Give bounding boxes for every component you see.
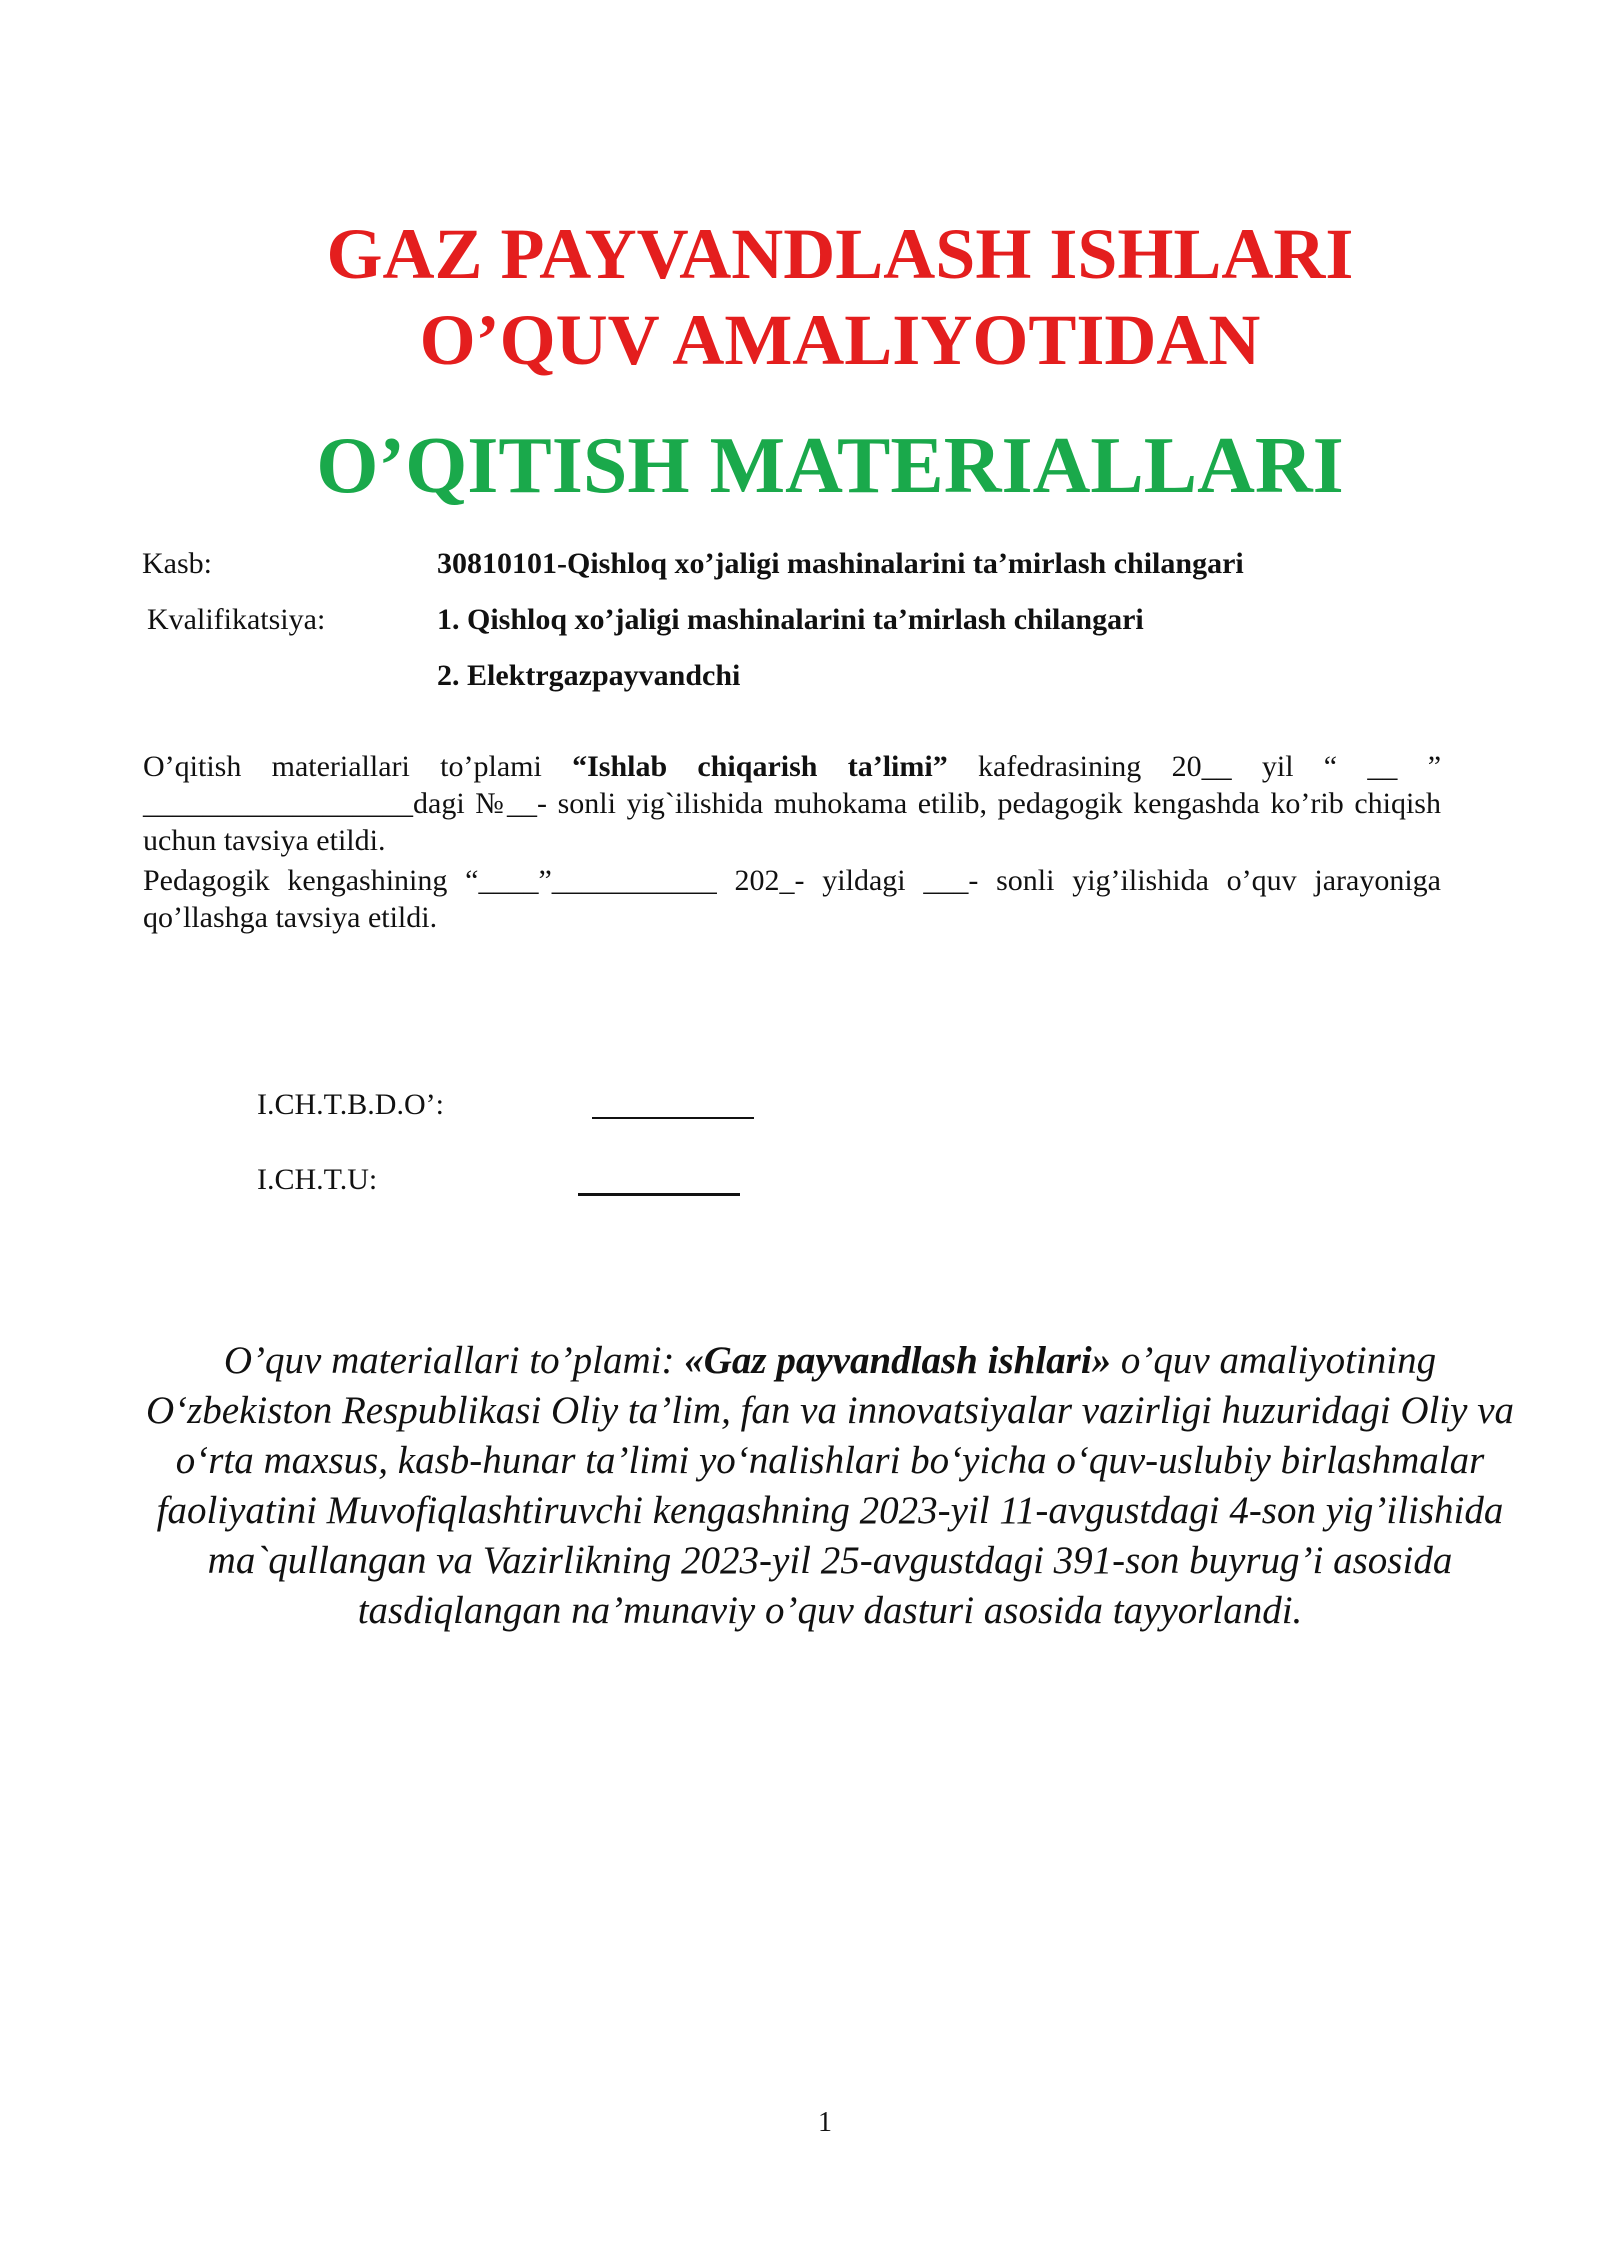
signature-label-2: I.CH.T.U: (257, 1163, 378, 1196)
signature-line-1 (592, 1117, 754, 1119)
kvalifikatsiya-value-2: 2. Elektrgazpayvandchi (437, 659, 741, 692)
document-subtitle: O’QITISH MATERIALLARI (316, 422, 1344, 510)
approval-paragraph-council: Pedagogik kengashining “____”___________ 202_- yildagi ___- sonli yig’ilishida o’quv jarayoniga qo’llashga tavsiya etildi. (143, 864, 1441, 934)
course-name: «Gaz payvandlash ishlari» (684, 1339, 1112, 1382)
title-line-1: GAZ PAYVANDLASH ISHLARI (326, 214, 1354, 294)
signature-line-2 (578, 1193, 740, 1196)
summary-text-end: o’quv amaliyotining O‘zbekiston Respublikasi Oliy ta’lim, fan va innovatsiyalar vazirligi huzuridagi Oliy va o‘rta maxsus, kasb-hunar ta’limi yo‘nalishlari bo‘yicha o‘quv-uslubiy birlashmalar faoliyatini Muvofiqlashtiruvchi kengashning 2023-yil 11-avgustdagi 4-son yig’ilishida ma`qullangan va Vazirlikning 2023-yil 25-avgustdagi 391-son buyrug’i asosida tasdiqlangan na’munaviy o’quv dasturi asosida tayyorlandi. (145, 1339, 1515, 1632)
title-line-2: O’QUV AMALIYOTIDAN (419, 300, 1261, 380)
signature-label-1: I.CH.T.B.D.O’: (257, 1088, 444, 1121)
kvalifikatsiya-label: Kvalifikatsiya: (147, 603, 326, 636)
approval-paragraph-department (143, 748, 1441, 859)
summary-text-start: O’quv materiallari to’plami: (223, 1339, 685, 1382)
kasb-label: Kasb: (142, 547, 212, 580)
kasb-value: 30810101-Qishloq xo’jaligi mashinalarini ta’mirlash chilangari (437, 547, 1244, 580)
para1-text-start: O’qitish materiallari to’plami (143, 750, 573, 783)
para1-text-end: kafedrasining 20__ yil “ __ ” __________________dagi №__- sonli yig`ilishida muhokama etilib, pedagogik kengashda ko’rib chiqish uchun tavsiya etildi. (143, 750, 1442, 857)
kvalifikatsiya-value-1: 1. Qishloq xo’jaligi mashinalarini ta’mirlash chilangari (437, 603, 1144, 636)
summary-paragraph (130, 1336, 1530, 1636)
page-number: 1 (818, 2107, 832, 2138)
department-name: “Ishlab chiqarish ta’limi” (572, 750, 948, 783)
